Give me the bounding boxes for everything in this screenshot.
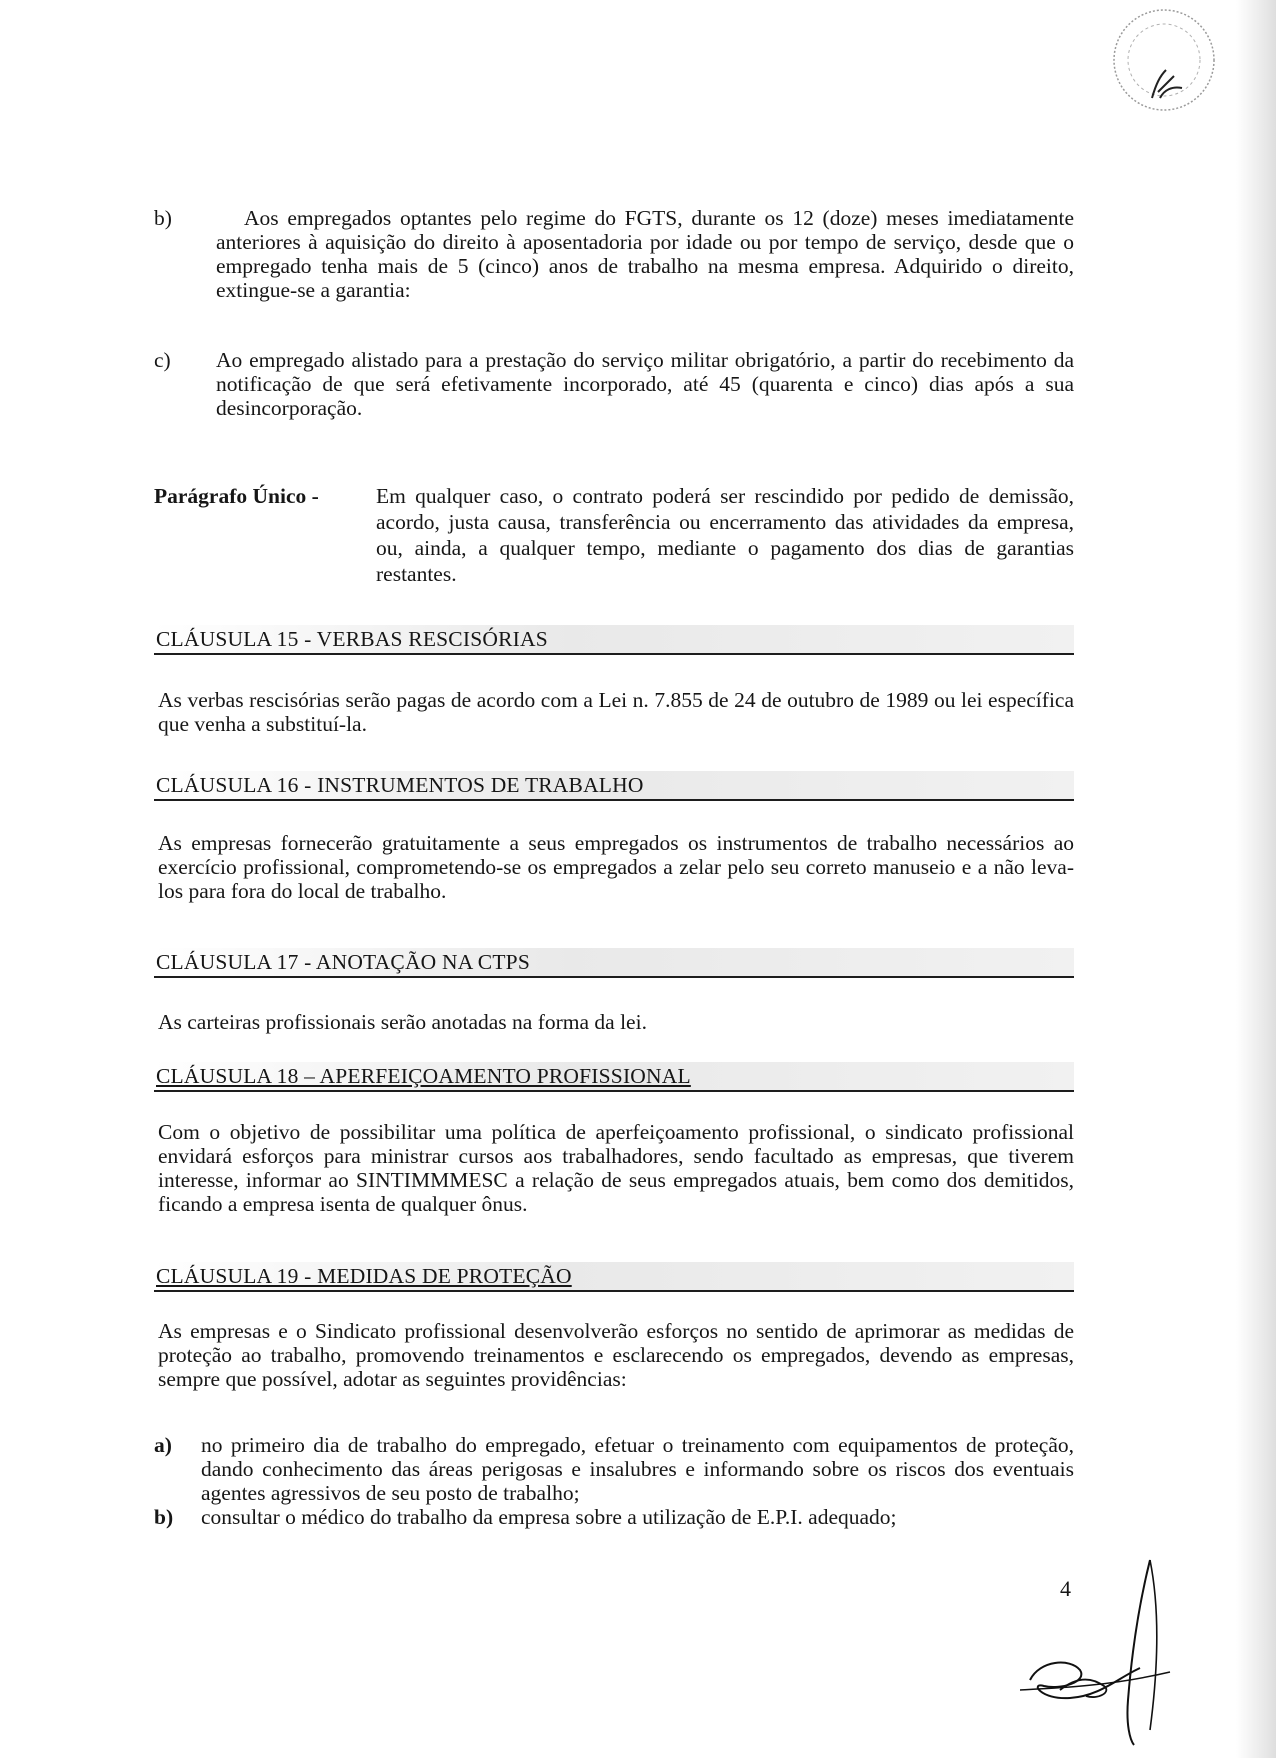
item-label: b) [154,206,172,230]
clausula-19-text: As empresas e o Sindicato profissional desenvolverão esforços no sentido de aprimorar as medidas de proteção ao trabalho, promovendo treinamentos e esclarecendo os empregados, devendo as empresas, sempre que possível, adotar as seguintes providências: [158,1319,1074,1391]
clausula-19-heading [154,1262,1074,1292]
paragrafo-unico-text: Em qualquer caso, o contrato poderá ser rescindido por pedido de demissão, acordo, justa causa, transferência ou encerramento das atividades da empresa, ou, ainda, a qualquer tempo, mediante o pagamento dos dias de garantias restantes. [376,484,1074,586]
page-number: 4 [1060,1576,1071,1601]
item-c-servico-militar [154,348,1074,420]
item-label: a) [154,1433,172,1457]
official-seal-stamp [1094,6,1224,118]
clausula-18-text: Com o objetivo de possibilitar uma política de aperfeiçoamento profissional, o sindicato profissional envidará esforços para ministrar cursos aos trabalhadores, sendo facultado as empresas, que tiverem interesse, informar ao SINTIMMMESC a relação de seus empregados atuais, bem como dos demitidos, ficando a empresa isenta de qualquer ônus. [158,1120,1074,1216]
item-text: no primeiro dia de trabalho do empregado, efetuar o treinamento com equipamentos de proteção, dando conhecimento das áreas perigosas e insalubres e informando sobre os riscos dos eventuais agentes agressivos de seu posto de trabalho; [201,1433,1074,1505]
clausula-16-heading [154,771,1074,801]
clausula-17-heading [154,948,1074,978]
handwritten-signature [1000,1540,1190,1750]
item-label: b) [154,1505,174,1529]
item-label: c) [154,348,171,372]
item-b-aposentadoria [154,206,1074,302]
clausula-title: CLÁUSULA 15 - VERBAS RESCISÓRIAS [156,627,548,651]
clausula-15-text: As verbas rescisórias serão pagas de acordo com a Lei n. 7.855 de 24 de outubro de 1989 ou lei específica que venha a substituí-la. [158,688,1074,736]
item-text: Ao empregado alistado para a prestação do serviço militar obrigatório, a partir do recebimento da notificação de que será efetivamente incorporado, até 45 (quarenta e cinco) dias após a sua desincorporação. [216,348,1074,420]
clausula-18-heading [154,1062,1074,1092]
clausula-15-heading [154,625,1074,655]
clausula-title: CLÁUSULA 16 - INSTRUMENTOS DE TRABALHO [156,773,644,797]
paragrafo-unico [154,483,1074,587]
item-b-epi [154,1505,1074,1529]
clausula-title: CLÁUSULA 17 - ANOTAÇÃO NA CTPS [156,950,530,974]
clausula-title: CLÁUSULA 18 – APERFEIÇOAMENTO PROFISSIONAL [156,1064,691,1088]
clausula-17-text: As carteiras profissionais serão anotadas na forma da lei. [158,1010,647,1034]
clausula-title: CLÁUSULA 19 - MEDIDAS DE PROTEÇÃO [156,1264,572,1288]
item-a-treinamento [154,1433,1074,1505]
clausula-16-text: As empresas fornecerão gratuitamente a seus empregados os instrumentos de trabalho necessários ao exercício profissional, comprometendo-se os empregados a zelar pelo seu correto manuseio e a não leva-los para fora do local de trabalho. [158,831,1074,903]
paragrafo-unico-label: Parágrafo Único - [154,484,319,508]
item-text: consultar o médico do trabalho da empresa sobre a utilização de E.P.I. adequado; [201,1505,897,1529]
item-text: Aos empregados optantes pelo regime do FGTS, durante os 12 (doze) meses imediatamente anteriores à aquisição do direito à aposentadoria por idade ou por tempo de serviço, desde que o empregado tenha mais de 5 (cinco) anos de trabalho na mesma empresa. Adquirido o direito, extingue-se a garantia: [216,206,1074,302]
scan-edge-shadow [1236,0,1276,1758]
